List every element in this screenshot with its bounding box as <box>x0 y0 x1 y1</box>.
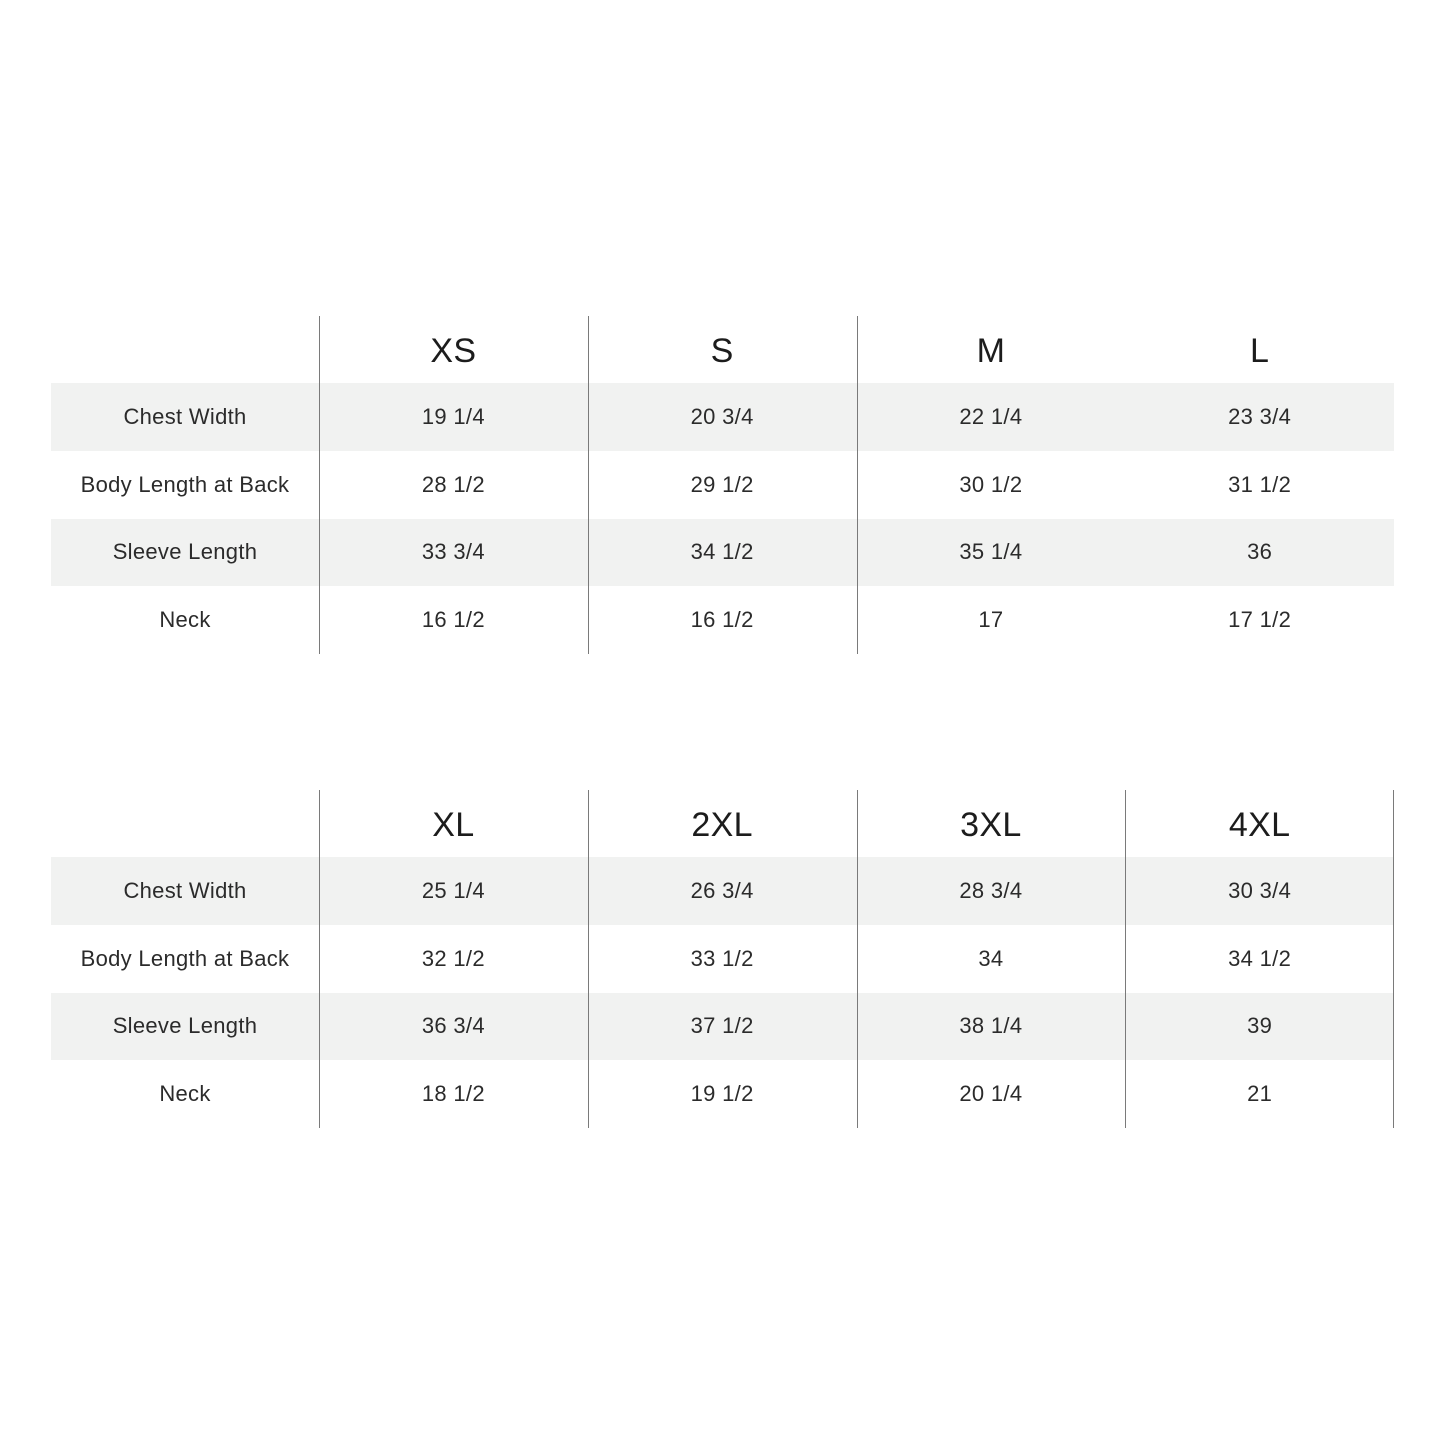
table-cell: 19 1/4 <box>421 403 485 429</box>
table-cell: 25 1/4 <box>421 877 485 903</box>
body-length-label: Body Length at Back <box>80 945 290 971</box>
size-table-2 <box>51 790 1394 1128</box>
table-cell: 31 1/2 <box>1228 471 1292 497</box>
size-header-4xl: 4XL <box>1228 806 1291 844</box>
size-header-xl: XL <box>432 806 475 844</box>
column-divider <box>857 790 858 1128</box>
table-cell: 17 <box>978 607 1004 633</box>
table-cell: 19 1/2 <box>690 1081 754 1107</box>
table-cell: 38 1/4 <box>959 1013 1023 1039</box>
table-cell: 16 1/2 <box>690 607 754 633</box>
table-cell: 34 <box>978 945 1004 971</box>
table-cell: 35 1/4 <box>959 539 1023 565</box>
body-length-row <box>51 925 1394 993</box>
header-blank-cell <box>51 790 319 857</box>
column-divider <box>588 790 589 1128</box>
header-blank-cell <box>51 316 319 383</box>
table-cell: 33 3/4 <box>421 539 485 565</box>
size-header-l: L <box>1250 332 1270 370</box>
size-header-2xl: 2XL <box>691 806 753 844</box>
sleeve-length-label: Sleeve Length <box>112 539 258 565</box>
size-header-m: M <box>976 332 1006 370</box>
size-table-1 <box>51 316 1394 654</box>
table-cell: 33 1/2 <box>690 945 754 971</box>
sleeve-length-label: Sleeve Length <box>112 1013 258 1039</box>
size-header-s: S <box>710 332 734 370</box>
neck-label: Neck <box>159 1081 211 1107</box>
table-cell: 28 1/2 <box>421 471 485 497</box>
table-cell: 16 1/2 <box>421 607 485 633</box>
chest-width-row <box>51 383 1394 451</box>
size-header-xs: XS <box>430 332 477 370</box>
table-cell: 20 1/4 <box>959 1081 1023 1107</box>
table-cell: 39 <box>1247 1013 1273 1039</box>
table-cell: 32 1/2 <box>421 945 485 971</box>
table-cell: 34 1/2 <box>1228 945 1292 971</box>
table-cell: 22 1/4 <box>959 403 1023 429</box>
table-cell: 29 1/2 <box>690 471 754 497</box>
table-cell: 21 <box>1247 1081 1273 1107</box>
size-header-row <box>51 316 1394 383</box>
sleeve-length-row <box>51 993 1394 1061</box>
neck-row <box>51 586 1394 654</box>
table-cell: 17 1/2 <box>1228 607 1292 633</box>
table-cell: 23 3/4 <box>1228 403 1292 429</box>
chest-width-row <box>51 857 1394 925</box>
table-cell: 20 3/4 <box>690 403 754 429</box>
size-header-row <box>51 790 1394 857</box>
column-divider <box>319 790 320 1128</box>
chest-width-label: Chest Width <box>123 877 247 903</box>
body-length-label: Body Length at Back <box>80 471 290 497</box>
table-cell: 28 3/4 <box>959 877 1023 903</box>
table-cell: 34 1/2 <box>690 539 754 565</box>
table-cell: 36 3/4 <box>421 1013 485 1039</box>
size-header-3xl: 3XL <box>960 806 1022 844</box>
table-cell: 37 1/2 <box>690 1013 754 1039</box>
column-divider <box>1125 790 1126 1128</box>
table-cell: 36 <box>1247 539 1273 565</box>
chest-width-label: Chest Width <box>123 403 247 429</box>
column-divider <box>588 316 589 654</box>
table-cell: 30 1/2 <box>959 471 1023 497</box>
neck-label: Neck <box>159 607 211 633</box>
table-cell: 26 3/4 <box>690 877 754 903</box>
table-cell: 30 3/4 <box>1228 877 1292 903</box>
table-cell: 18 1/2 <box>421 1081 485 1107</box>
body-length-row <box>51 451 1394 519</box>
column-divider <box>1393 790 1394 1128</box>
column-divider <box>319 316 320 654</box>
sleeve-length-row <box>51 519 1394 587</box>
neck-row <box>51 1060 1394 1128</box>
column-divider <box>857 316 858 654</box>
